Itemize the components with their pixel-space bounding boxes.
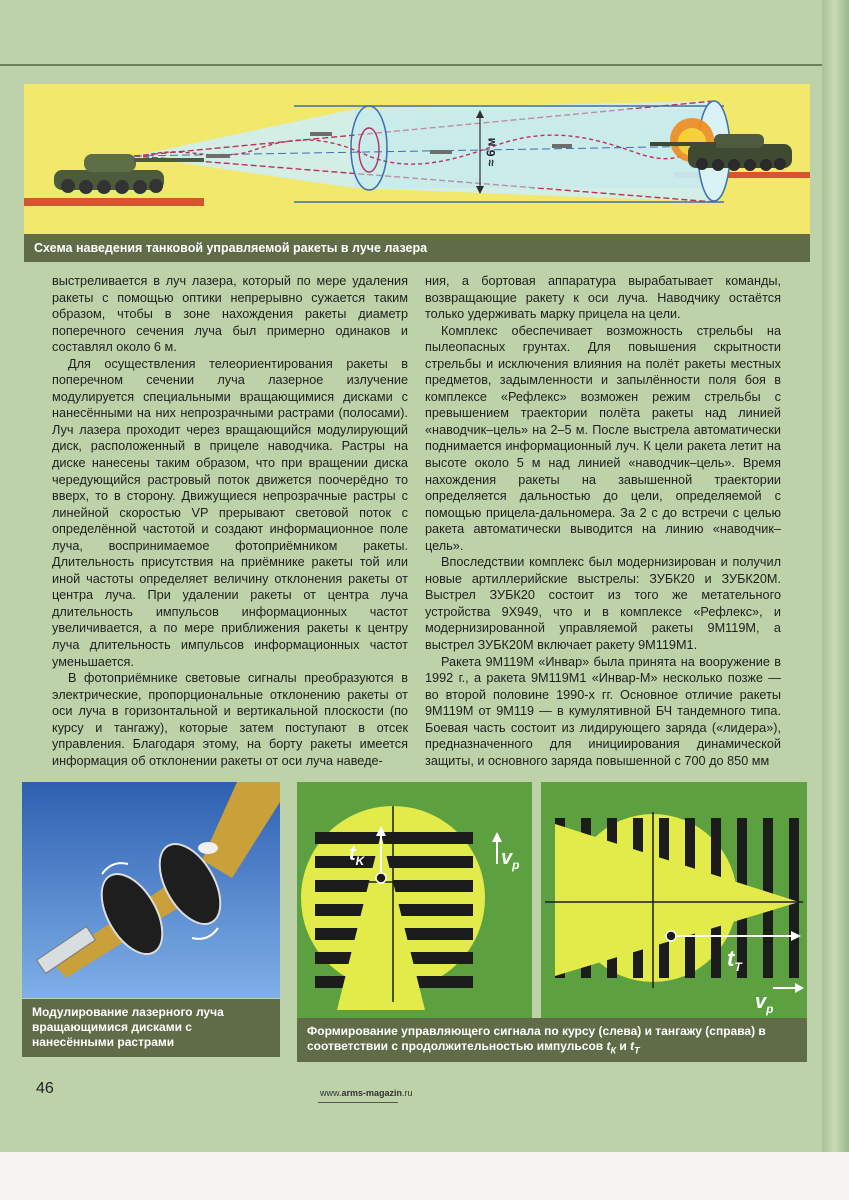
scan-bottom-margin: [0, 1152, 849, 1200]
laser-beam-diagram: [24, 84, 810, 234]
text-column-right: [425, 273, 781, 770]
light-spot: [198, 842, 218, 854]
missile-2: [310, 132, 332, 136]
shooter-tank: [54, 154, 204, 194]
course-signal-figure: [297, 782, 532, 1018]
pitch-signal-diagram: [541, 782, 807, 1018]
header-rule: [0, 64, 822, 66]
paragraph: Комплекс обеспечивает возможность стрельбы на пылеопасных грунтах. Для повышения скрытности стрельбы и исключения влияния на полёт ракеты местных предметов, задымленности и запылённости поля боя в комплексе «Рефлекс» возможен режим стрельбы с превышением траектории полёта ракеты над линией «наводчик–цель» на 2–5 м. После выстрела автоматически поднимается информационный луч. К цели ракета летит на высоте около 5 м над линией «наводчик–цель». Время нахождения ракеты на завышенной траектории определяется дальностью до цели, определяемой с помощью прицела-дальномера. За 2 с до встречи с целью ракета автоматически выводится на линию «наводчик–цель».: [425, 323, 781, 553]
beam-diameter-label: ≈ 6 м: [484, 137, 498, 167]
course-signal-diagram: [297, 782, 532, 1018]
missile-position: [666, 931, 676, 941]
ground-left: [24, 198, 204, 206]
text-column-left: [52, 273, 408, 770]
laser-beam-illustration: [24, 84, 810, 234]
vp-label: $v_p$: [755, 991, 774, 1016]
top-figure-caption: Схема наведения танковой управляемой ракеты в луче лазера: [24, 234, 810, 262]
missile-1: [206, 154, 230, 158]
disks-figure-caption: Модулирование лазерного луча вращающимися дисками с нанесёнными растрами: [22, 999, 280, 1057]
page-number: 46: [36, 1080, 54, 1097]
disks-illustration: [22, 782, 280, 998]
signal-caption-text: Формирование управляющего сигнала по курсу (слева) и тангажу (справа) в соответствии с продолжительностью импульсов $t_К$ и $t_Т$: [307, 1024, 766, 1056]
tt-label: $t_T$: [727, 946, 742, 974]
vp-label: $v_p$: [501, 847, 520, 872]
pitch-signal-figure: [541, 782, 807, 1018]
magazine-url: www.arms-magazin.ru: [320, 1088, 413, 1098]
paragraph: В фотоприёмнике световые сигналы преобразуются в электрические, пропорциональные отклонению ракеты от оси луча в горизонтальной и вертикальной плоскости (по курсу и тангажу), которые затем поступают в отсек управления. Благодаря этому, на борту ракеты имеется информация об отклонении ракеты от оси луча наведе-: [52, 671, 408, 768]
paragraph: Для осуществления телеориентирования ракеты в поперечном сечении луча лазерное излучение модулируется специальными вращающимися дисками с нанесёнными на них непрозрачными растрами (полосами). Луч лазера проходит через вращающийся модулирующий диск, расположенный в прицеле наводчика. Растры на диске нанесены таким образом, что при вращении диска чередующийся растровый поток движется поочерёдно то вверх, то в сторону. Движущиеся непрозрачные растры с линейной скоростью VP прерывают световой поток с определённой частотой и создают информационное поле луча, воспринимаемое фотоприёмником ракеты. Длительность присутствия на приёмнике ракеты той или иной частоты определяет величину отклонения ракеты от центра луча. При удалении ракеты от центра луча длительность импульсов информационных частот увеличивается, а по мере приближения ракеты к центру луча длительность импульсов информационных частот уменьшается.: [52, 356, 408, 669]
missile-position: [376, 873, 386, 883]
missile-4: [552, 144, 572, 148]
beam-cylinder: [354, 109, 714, 188]
paragraph: Впоследствии комплекс был модернизирован и получил новые артиллерийские выстрелы: ЗУБК20 и ЗУБК20М. Выстрел ЗУБК20 состоит из того же метательного устройства 9Х949, что и в комплексе «Рефлекс», и модернизированной управляемой ракеты 9М119М, а выстрел ЗУБК20М включает ракету 9М119М1.: [425, 555, 781, 653]
signal-figure-caption: [297, 1018, 807, 1062]
modulating-disks-figure: [22, 782, 280, 998]
paragraph: Ракета 9М119М «Инвар» была принята на вооружение в 1992 г., а ракета 9М119М1 «Инвар-М» несколько позже — во второй половине 1990-х гг. Основное отличие ракеты 9М119М от 9М119 — в кумулятивной БЧ тандемного типа. Боевая часть состоит из лидирующего заряда («лидера»), предназначенного для инициирования динамической защиты, и основного заряда повышенной с 700 до 850 мм: [425, 654, 781, 768]
paragraph: выстреливается в луч лазера, который по мере удаления ракеты с помощью оптики непрерывно сужается таким образом, чтобы в зоне нахождения ракеты диаметр поперечного сечения луча был примерно одинаков и составлял около 6 м.: [52, 274, 408, 355]
footer-rule: [318, 1102, 398, 1103]
next-page-edge: [822, 0, 849, 1152]
tk-label: $t_K$: [349, 843, 365, 868]
missile-3: [430, 150, 452, 154]
paragraph: ния, а бортовая аппаратура вырабатывает команды, возвращающие ракету к оси луча. Наводчику остаётся только удерживать марку прицела на цели.: [425, 274, 781, 322]
